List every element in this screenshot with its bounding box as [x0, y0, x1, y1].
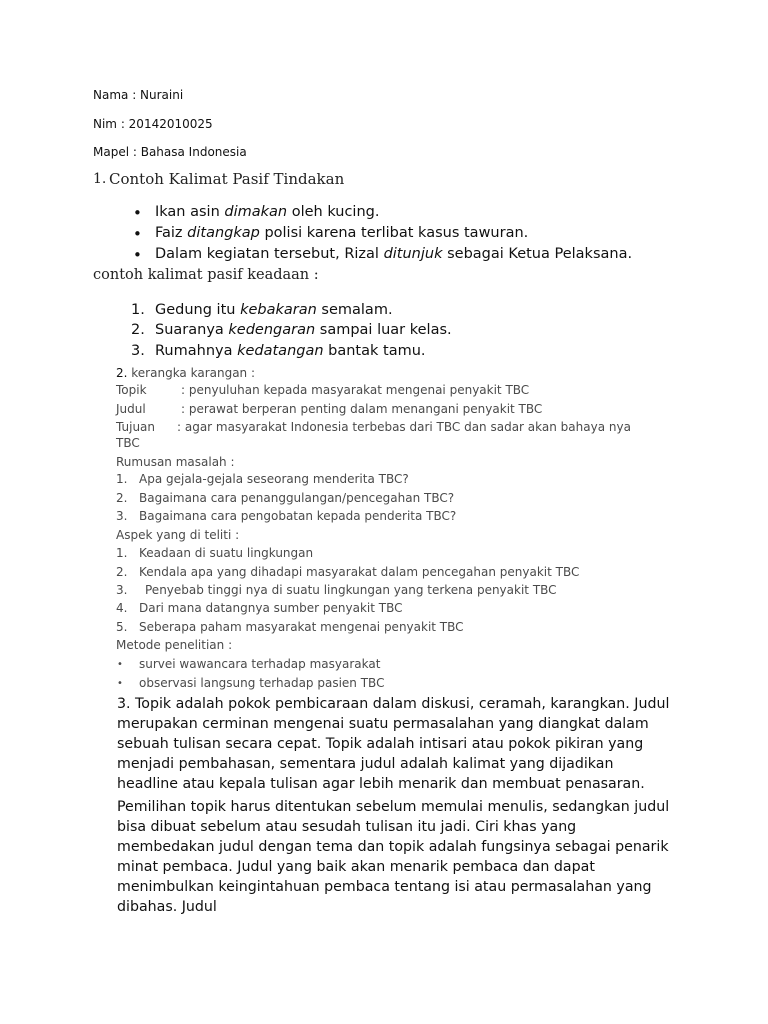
section2-heading: 2. kerangka karangan :: [116, 366, 256, 380]
list-number: 3.: [116, 583, 128, 597]
list-item-text: Kendala apa yang dihadapi masyarakat dalam pencegahan penyakit TBC: [139, 565, 580, 579]
bullet-icon: •: [117, 678, 123, 689]
list-item-text: Dalam kegiatan tersebut, Rizal ditunjuk sebagai Ketua Pelaksana.: [155, 246, 633, 262]
list-number: 1.: [116, 546, 128, 560]
bullet-icon: •: [133, 204, 142, 222]
tujuan-continuation: TBC: [116, 436, 140, 450]
section3-paragraph-2: Pemilihan topik harus ditentukan sebelum memulai menulis, sedangkan judul bisa dibuat sebelum atau sesudah tulisan itu jadi. Ciri khas yang membedakan judul dengan tema dan topik adalah fungsinya sebagai penarik minat pembaca. Judul yang baik akan menarik pembaca dan dapat menimbulkan keingintahuan pembaca tentang isi atau permasalahan yang dibahas. Judul: [117, 799, 670, 915]
list-number: 4.: [116, 601, 128, 615]
list-item-text: Dari mana datangnya sumber penyakit TBC: [139, 601, 403, 615]
list-item-text: observasi langsung terhadap pasien TBC: [139, 676, 385, 690]
topik-value: : penyuluhan kepada masyarakat mengenai penyakit TBC: [181, 383, 530, 397]
list-item-text: Rumahnya kedatangan bantak tamu.: [155, 343, 426, 359]
aspek-label: Aspek yang di teliti :: [116, 528, 240, 542]
list-item-text: Keadaan di suatu lingkungan: [139, 546, 314, 560]
bullet-icon: •: [117, 659, 123, 670]
list-number: 2.: [116, 565, 128, 579]
tujuan-value: : agar masyarakat Indonesia terbebas dari TBC dan sadar akan bahaya nya: [177, 420, 631, 434]
list-item-text: Seberapa paham masyarakat mengenai penyakit TBC: [139, 620, 464, 634]
list-item-text: Faiz ditangkap polisi karena terlibat kasus tawuran.: [155, 225, 529, 241]
section3-paragraph-1: 3. Topik adalah pokok pembicaraan dalam diskusi, ceramah, karangkan. Judul merupakan cerminan mengenai suatu permasalahan yang diangkat dalam sebuah tulisan secara cepat. Topik adalah intisari atau pokok pikiran yang menjadi pembahasan, sementara judul adalah kalimat yang dijadikan headline atau kepala tulisan agar lebih menarik dan membuat penasaran.: [117, 696, 670, 792]
tujuan-label: Tujuan: [116, 420, 156, 434]
nama-line: Nama : Nuraini: [93, 88, 184, 102]
topik-label: Topik: [116, 383, 147, 397]
list-number: 1.: [116, 472, 128, 486]
judul-value: : perawat berperan penting dalam menangani penyakit TBC: [181, 402, 543, 416]
list-item-text: Suaranya kedengaran sampai luar kelas.: [155, 322, 452, 338]
metode-label: Metode penelitian :: [116, 638, 233, 652]
list-item-text: survei wawancara terhadap masyarakat: [139, 657, 381, 671]
list-item-text: Apa gejala-gejala seseorang menderita TBC?: [139, 472, 409, 486]
list-item-text: Bagaimana cara pengobatan kepada penderita TBC?: [139, 509, 457, 523]
list-item-text: Penyebab tinggi nya di suatu lingkungan yang terkena penyakit TBC: [145, 583, 557, 597]
judul-label: Judul: [116, 402, 146, 416]
section1-title: Contoh Kalimat Pasif Tindakan: [109, 170, 345, 188]
list-number: 3.: [131, 343, 145, 359]
list-number: 1.: [131, 302, 145, 318]
bullet-icon: •: [133, 246, 142, 264]
list-item-text: Ikan asin dimakan oleh kucing.: [155, 204, 380, 220]
list-number: 5.: [116, 620, 128, 634]
pasif-keadaan-title: contoh kalimat pasif keadaan :: [93, 267, 319, 283]
rumusan-label: Rumusan masalah :: [116, 455, 235, 469]
mapel-line: Mapel : Bahasa Indonesia: [93, 145, 247, 159]
section1-number: 1.: [93, 171, 107, 187]
nim-line: Nim : 20142010025: [93, 117, 213, 131]
list-number: 2.: [131, 322, 145, 338]
list-item-text: Bagaimana cara penanggulangan/pencegahan TBC?: [139, 491, 455, 505]
list-item-text: Gedung itu kebakaran semalam.: [155, 302, 393, 318]
list-number: 3.: [116, 509, 128, 523]
list-number: 2.: [116, 491, 128, 505]
bullet-icon: •: [133, 225, 142, 243]
